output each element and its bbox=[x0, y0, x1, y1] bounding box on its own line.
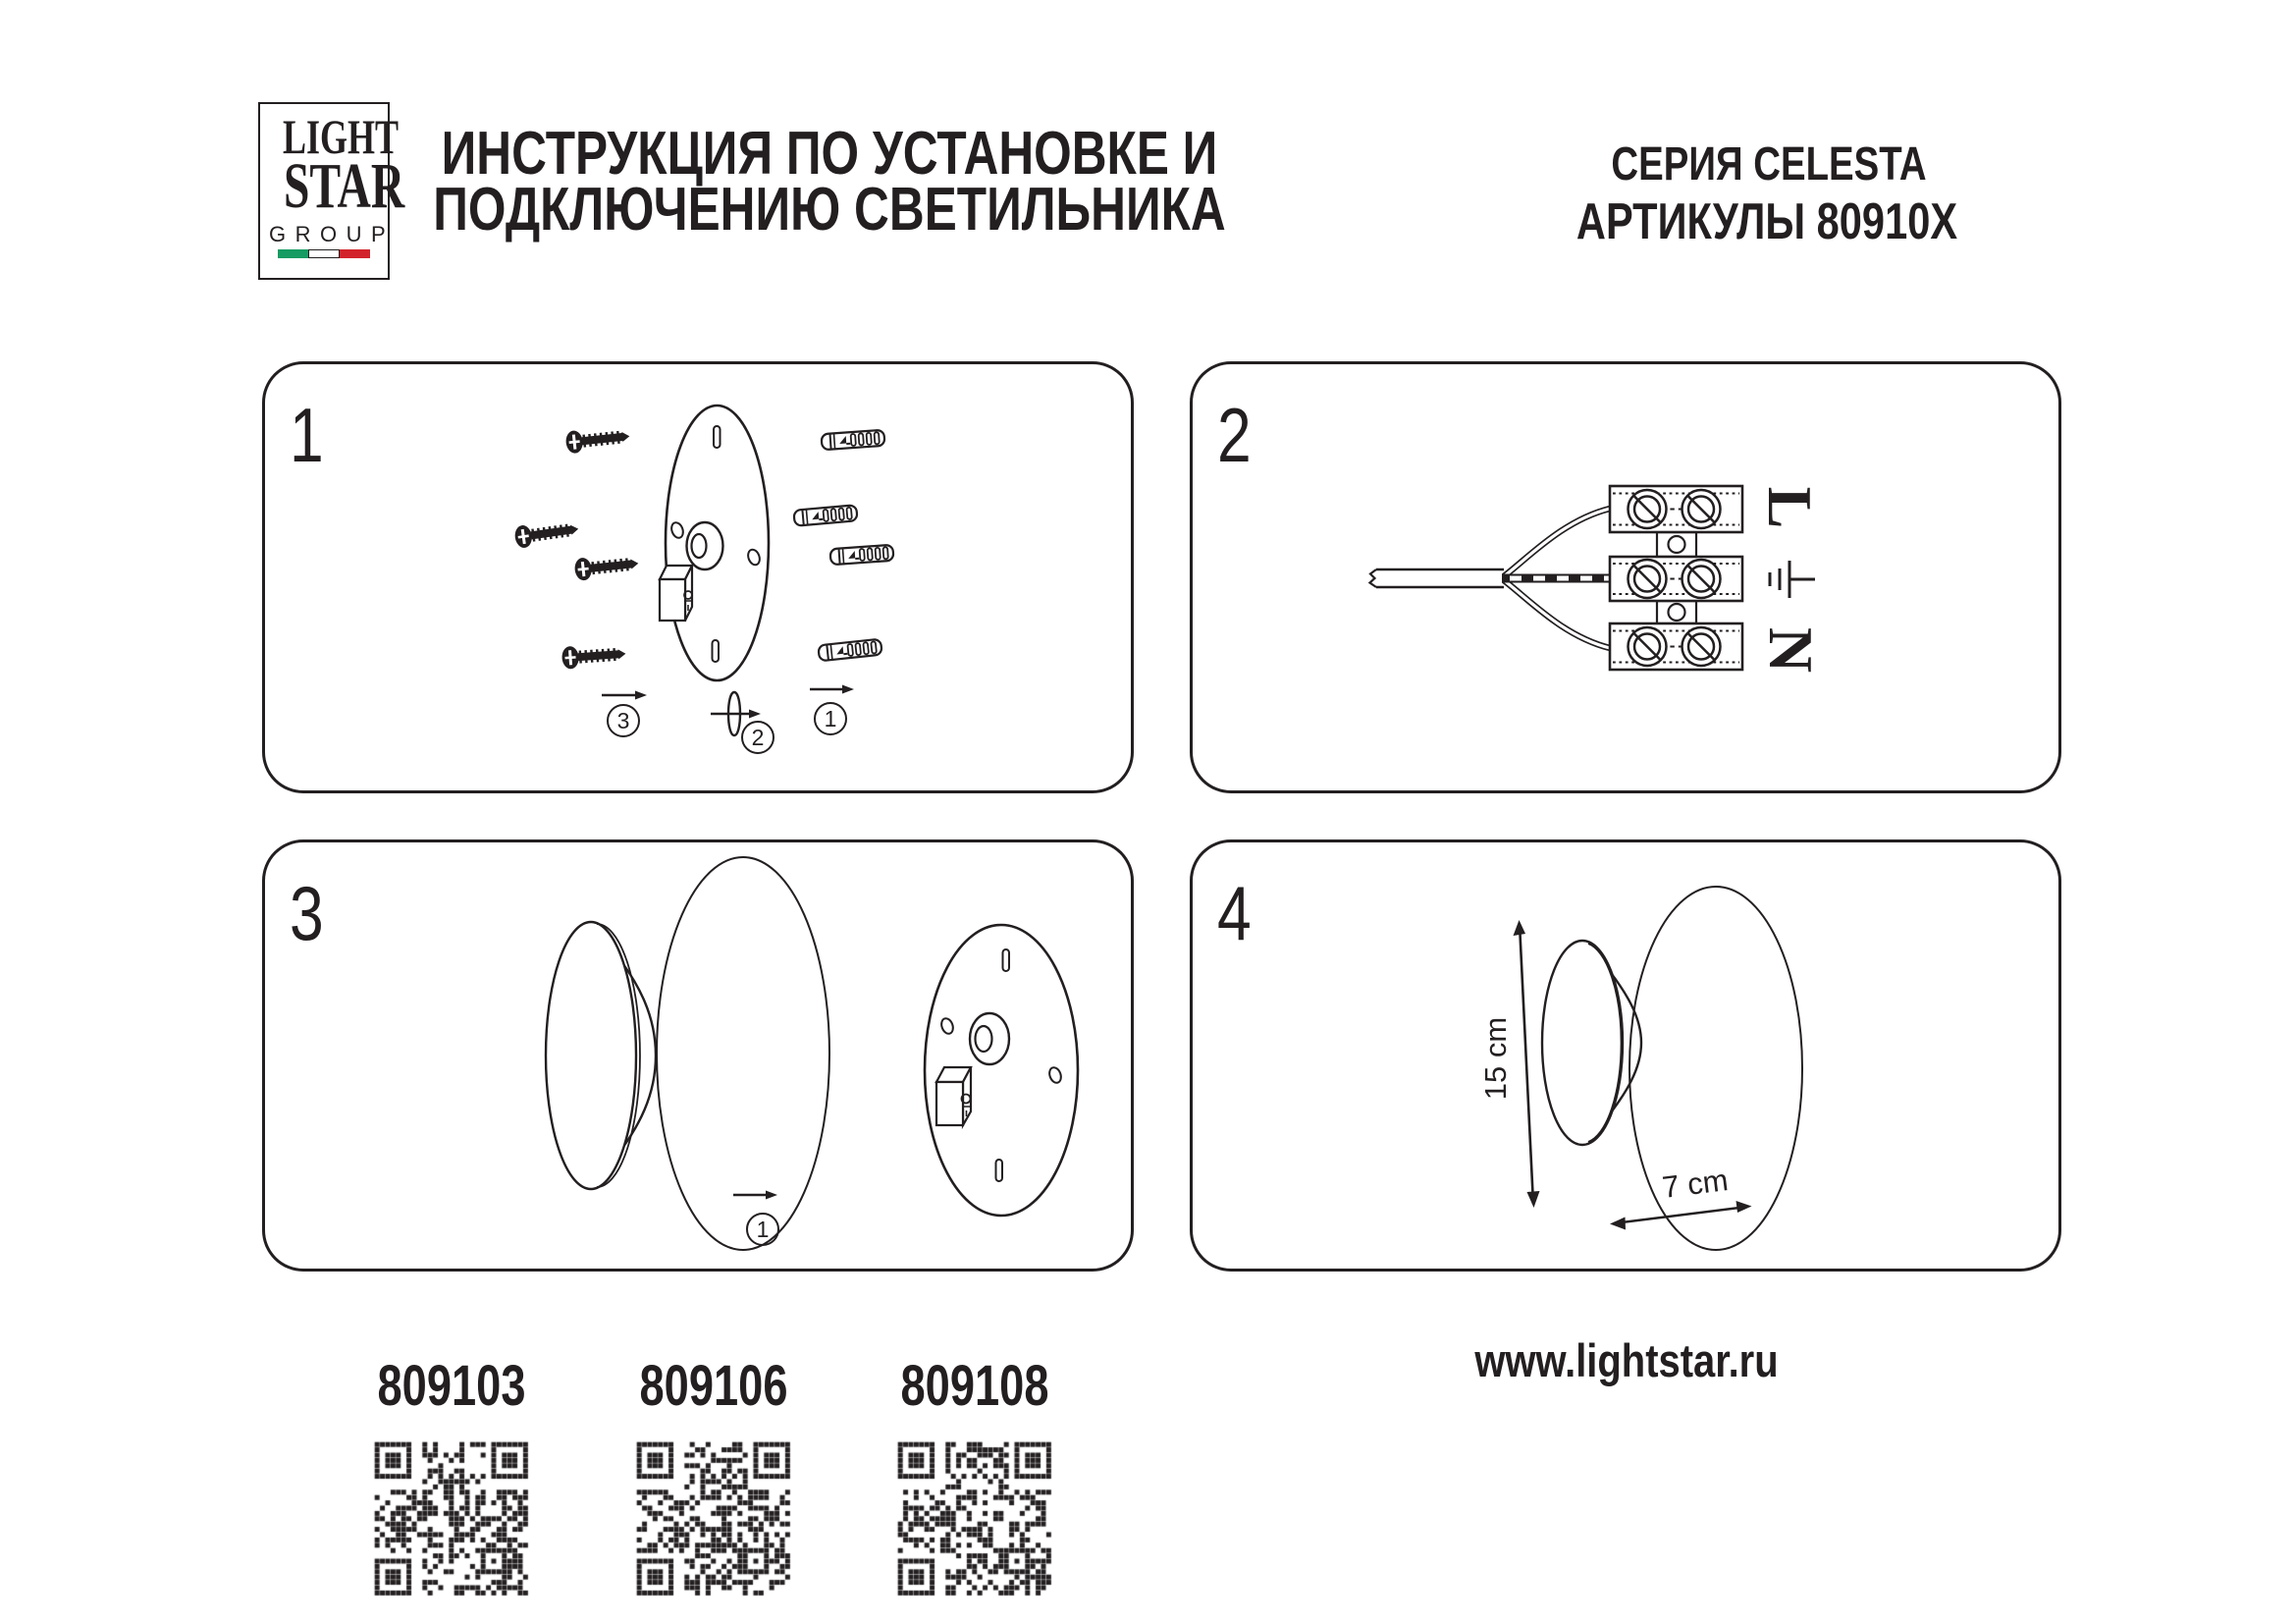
qr-code bbox=[895, 1439, 1054, 1598]
series-name: СЕРИЯ CELESTA bbox=[1611, 138, 1927, 190]
title-line-2: ПОДКЛЮЧЕНИЮ СВЕТИЛЬНИКА bbox=[433, 176, 1226, 244]
qr-code bbox=[634, 1439, 793, 1598]
step-2-panel bbox=[1190, 361, 2061, 793]
article-code: 809108 bbox=[900, 1354, 1049, 1418]
step-1-panel bbox=[262, 361, 1134, 793]
step-4-panel bbox=[1190, 839, 2061, 1272]
page-title bbox=[433, 120, 1226, 244]
step-1-marker-3: 3 bbox=[607, 704, 640, 737]
logo-word-star: STAR bbox=[283, 150, 405, 222]
step-1-number: 1 bbox=[290, 392, 324, 478]
website-url: www.lightstar.ru bbox=[1474, 1334, 1779, 1386]
article-code: 809103 bbox=[377, 1354, 526, 1418]
title-line-1: ИНСТРУКЦИЯ ПО УСТАНОВКЕ И bbox=[441, 120, 1218, 188]
logo-word-group: GROUP bbox=[269, 222, 396, 246]
lightstar-logo bbox=[258, 102, 405, 280]
italian-flag-icon bbox=[278, 249, 370, 258]
step-2-number: 2 bbox=[1217, 392, 1252, 478]
articles-name: АРТИКУЛЫ 80910X bbox=[1575, 193, 1958, 250]
terminal-label-live: L bbox=[1755, 486, 1825, 529]
terminal-label-neutral: N bbox=[1756, 626, 1826, 674]
article-code: 809106 bbox=[639, 1354, 788, 1418]
step-3-marker-1: 1 bbox=[746, 1213, 779, 1246]
width-dimension-label: 7 cm bbox=[1660, 1163, 1731, 1205]
step-3-number: 3 bbox=[290, 870, 324, 956]
step-3-panel bbox=[262, 839, 1134, 1272]
qr-code bbox=[372, 1439, 531, 1598]
step-4-number: 4 bbox=[1217, 870, 1252, 956]
logo-word-light: LIGHT bbox=[282, 109, 399, 164]
step-1-marker-1: 1 bbox=[814, 702, 847, 735]
height-dimension-label: 15 cm bbox=[1478, 1016, 1513, 1101]
step-1-marker-2: 2 bbox=[741, 721, 774, 754]
